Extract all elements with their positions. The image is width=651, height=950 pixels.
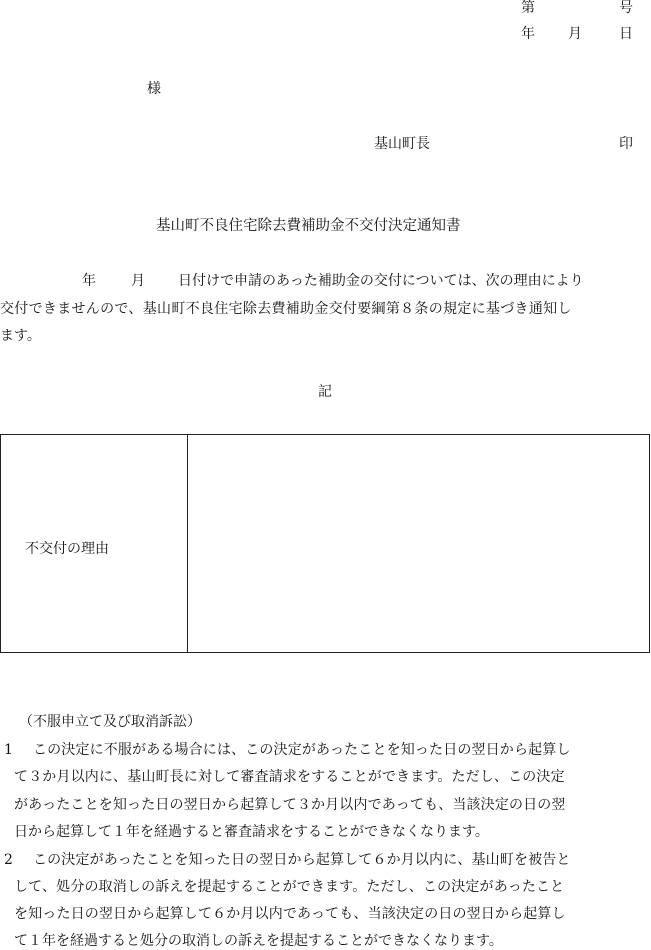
body-line-2: 交付できませんので、基山町不良住宅除去費補助金交付要綱第８条の規定に基づき通知し <box>0 301 572 317</box>
issuer-name: 基山町長 <box>374 136 430 152</box>
document-title: 基山町不良住宅除去費補助金不交付決定通知書 <box>156 218 461 234</box>
body-year: 年 <box>82 273 96 289</box>
appeal-heading: （不服申立て及び取消訴訟） <box>19 714 201 730</box>
reason-table <box>0 434 650 653</box>
number-suffix: 号 <box>619 0 633 16</box>
reason-label: 不交付の理由 <box>25 541 109 557</box>
body-line-3: ます。 <box>0 328 41 344</box>
appeal-item-1-line-2: て３か月以内に、基山町長に対して審査請求をすることができます。ただし、この決定 <box>14 769 565 785</box>
appeal-item-1-number: 1 <box>4 742 13 758</box>
appeal-item-1-line-4: 日から起算して１年を経過すると審査請求をすることができなくなります。 <box>14 824 489 840</box>
body-line-1: 日付けで申請のあった補助金の交付については、次の理由により <box>178 273 584 289</box>
appeal-item-1-line-3: があったことを知った日の翌日から起算して３か月以内であっても、当該決定の日の翌 <box>14 797 566 813</box>
date-day: 日 <box>619 26 633 42</box>
date-year: 年 <box>521 26 535 42</box>
table-divider <box>187 435 188 652</box>
appeal-item-1-line-1: この決定に不服がある場合には、この決定があったことを知った日の翌日から起算し <box>33 742 571 758</box>
addressee-honorific: 様 <box>147 81 161 97</box>
seal-mark: 印 <box>619 136 633 152</box>
date-month: 月 <box>568 26 582 42</box>
appeal-item-2-line-4: て１年を経過すると処分の取消しの訴えを提起することができなくなります。 <box>14 933 503 949</box>
number-prefix: 第 <box>521 0 535 16</box>
body-month: 月 <box>131 273 145 289</box>
appeal-item-2-number: 2 <box>4 852 13 868</box>
appeal-item-2-line-3: を知った日の翌日から起算して６か月以内であっても、当該決定の日の翌日から起算し <box>14 906 566 922</box>
appeal-item-2-line-2: して、処分の取消しの訴えを提起することができます。ただし、この決定があったこと <box>14 879 565 895</box>
reason-value <box>201 455 639 642</box>
ki-heading: 記 <box>318 384 332 400</box>
appeal-item-2-line-1: この決定があったことを知った日の翌日から起算して６か月以内に、基山町を被告と <box>33 852 571 868</box>
